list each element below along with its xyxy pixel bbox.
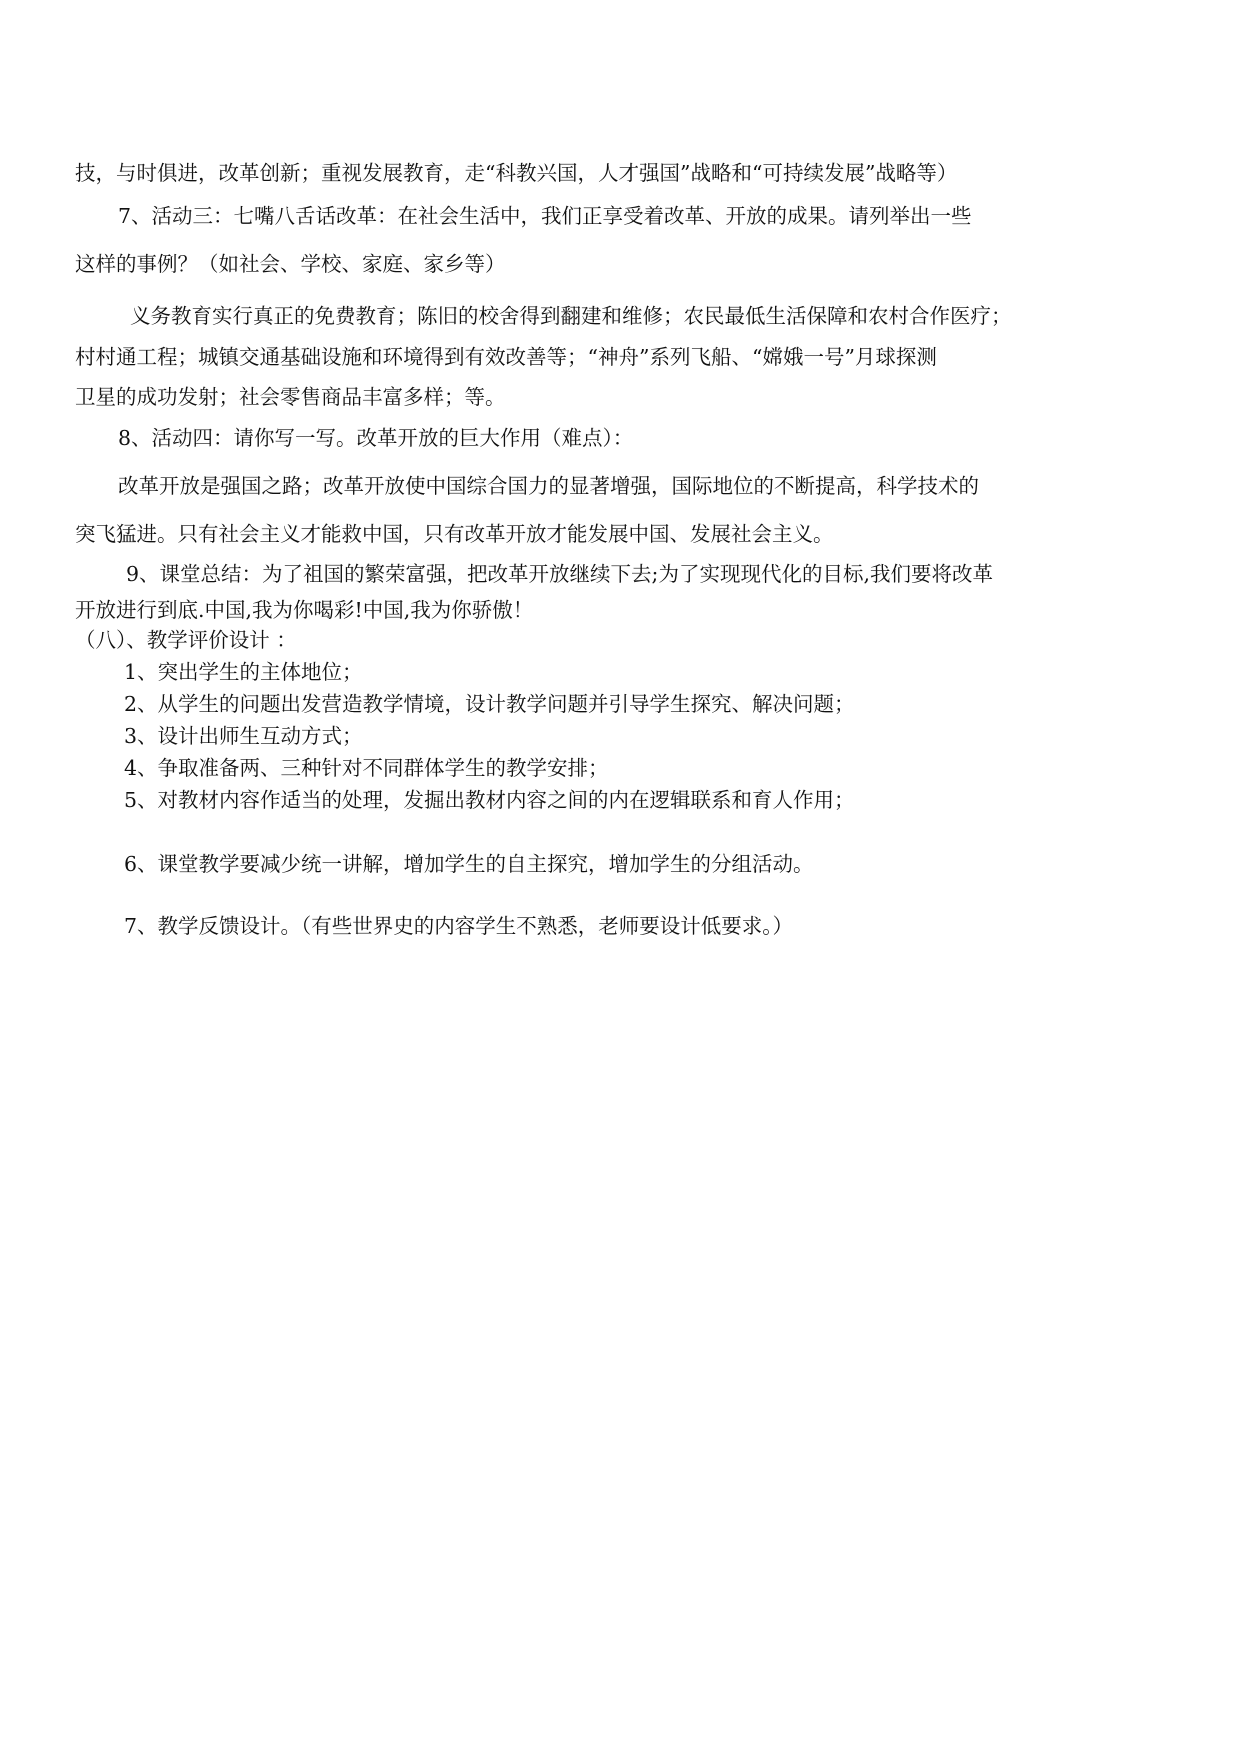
continuation-line-1: 技，与时俱进，改革创新；重视发展教育，走“科教兴国，人才强国”战略和“可持续发展”战略等） (75, 161, 958, 185)
evaluation-item-5: 5、对教材内容作适当的处理，发掘出教材内容之间的内在逻辑联系和育人作用； (124, 788, 855, 812)
activity4-answer-line-1: 改革开放是强国之路；改革开放使中国综合国力的显著增强，国际地位的不断提高，科学技术的 (118, 474, 979, 498)
evaluation-item-3: 3、设计出师生互动方式； (124, 724, 363, 748)
activity4-answer-line-2: 突飞猛进。只有社会主义才能救中国，只有改革开放才能发展中国、发展社会主义。 (75, 522, 834, 546)
activity3-answer-line-1: 义务教育实行真正的免费教育；陈旧的校舍得到翻建和维修；农民最低生活保障和农村合作医疗； (130, 304, 1012, 328)
activity3-line-2: 这样的事例？（如社会、学校、家庭、家乡等） (75, 252, 506, 276)
summary-line-2: 开放进行到底.中国,我为你喝彩!中国,我为你骄傲！ (75, 598, 534, 622)
evaluation-heading: （八）、教学评价设计 ： (75, 628, 297, 652)
evaluation-item-2: 2、从学生的问题出发营造教学情境，设计教学问题并引导学生探究、解决问题； (124, 692, 855, 716)
summary-line-1: 9、课堂总结：为了祖国的繁荣富强，把改革开放继续下去;为了实现现代化的目标,我们要将改革 (126, 562, 993, 586)
evaluation-item-1: 1、突出学生的主体地位； (124, 660, 363, 684)
evaluation-item-4: 4、争取准备两、三种针对不同群体学生的教学安排； (124, 756, 609, 780)
evaluation-item-7: 7、教学反馈设计。（有些世界史的内容学生不熟悉，老师要设计低要求。） (124, 914, 794, 938)
evaluation-item-6: 6、课堂教学要减少统一讲解，增加学生的自主探究，增加学生的分组活动。 (124, 852, 814, 876)
activity3-answer-line-3: 卫星的成功发射；社会零售商品丰富多样；等。 (75, 385, 506, 409)
activity3-answer-line-2: 村村通工程；城镇交通基础设施和环境得到有效改善等；“神舟”系列飞船、“嫦娥一号”月球探测 (75, 345, 937, 369)
activity4-line-1: 8、活动四：请你写一写。改革开放的巨大作用（难点）： (118, 426, 634, 450)
activity3-line-1: 7、活动三：七嘴八舌话改革：在社会生活中，我们正享受着改革、开放的成果。请列举出一些 (118, 204, 972, 228)
